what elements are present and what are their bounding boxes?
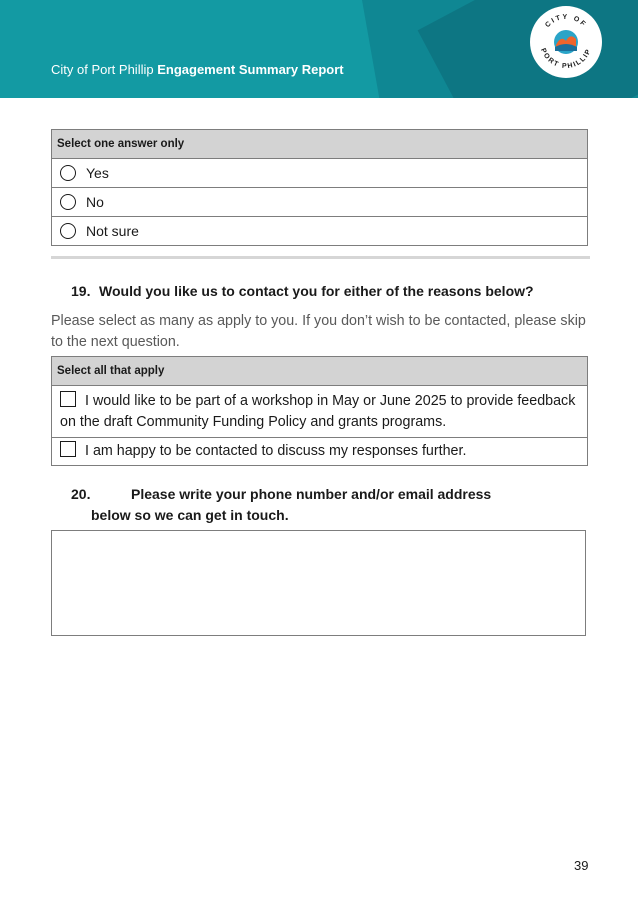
q20-number: 20. bbox=[71, 486, 91, 502]
option-label: I am happy to be contacted to discuss my responses further. bbox=[85, 443, 467, 459]
radio-circle-icon[interactable] bbox=[60, 165, 76, 181]
q19-number: 19. bbox=[71, 283, 91, 299]
q19-table-heading: Select all that apply bbox=[52, 357, 587, 386]
header-title bbox=[51, 62, 344, 77]
page-number: 39 bbox=[574, 858, 589, 873]
option-label: I would like to be part of a workshop in May or June 2025 to provide feedback on the draft Community Funding Policy and grants programs. bbox=[60, 393, 576, 430]
option-label: Not sure bbox=[86, 223, 139, 239]
report-name: Engagement Summary Report bbox=[157, 62, 344, 77]
section-divider bbox=[51, 256, 590, 259]
org-name: City of Port Phillip bbox=[51, 62, 154, 77]
radio-circle-icon[interactable] bbox=[60, 223, 76, 239]
q20-question-line1: Please write your phone number and/or email address bbox=[131, 486, 492, 502]
option-yes[interactable] bbox=[52, 159, 587, 188]
option-no[interactable] bbox=[52, 188, 587, 217]
q18-table-heading: Select one answer only bbox=[52, 130, 587, 159]
radio-circle-icon[interactable] bbox=[60, 194, 76, 210]
city-logo-icon bbox=[529, 5, 603, 79]
option-contact[interactable] bbox=[52, 438, 587, 465]
q19-instruction: Please select as many as apply to you. If you don’t wish to be contacted, please skip to the next question. bbox=[51, 313, 586, 350]
checkbox-icon[interactable] bbox=[60, 391, 76, 407]
option-label: No bbox=[86, 194, 104, 210]
q20-question-line2: below so we can get in touch. bbox=[91, 507, 289, 523]
option-label: Yes bbox=[86, 165, 109, 181]
option-workshop[interactable] bbox=[52, 386, 587, 438]
svg-text:CITY OF: CITY OF bbox=[544, 13, 588, 30]
option-not-sure[interactable] bbox=[52, 217, 587, 245]
q20-title bbox=[71, 484, 491, 526]
contact-details-input[interactable] bbox=[51, 530, 586, 636]
q19-options-table bbox=[51, 356, 588, 466]
checkbox-icon[interactable] bbox=[60, 441, 76, 457]
header-shape-dark bbox=[418, 0, 638, 98]
svg-text:PORT PHILLIP: PORT PHILLIP bbox=[539, 47, 593, 71]
q18-options-table bbox=[51, 129, 588, 246]
q19-question: Would you like us to contact you for either of the reasons below? bbox=[99, 283, 534, 299]
page-header bbox=[0, 0, 638, 98]
q19-title bbox=[71, 283, 534, 299]
